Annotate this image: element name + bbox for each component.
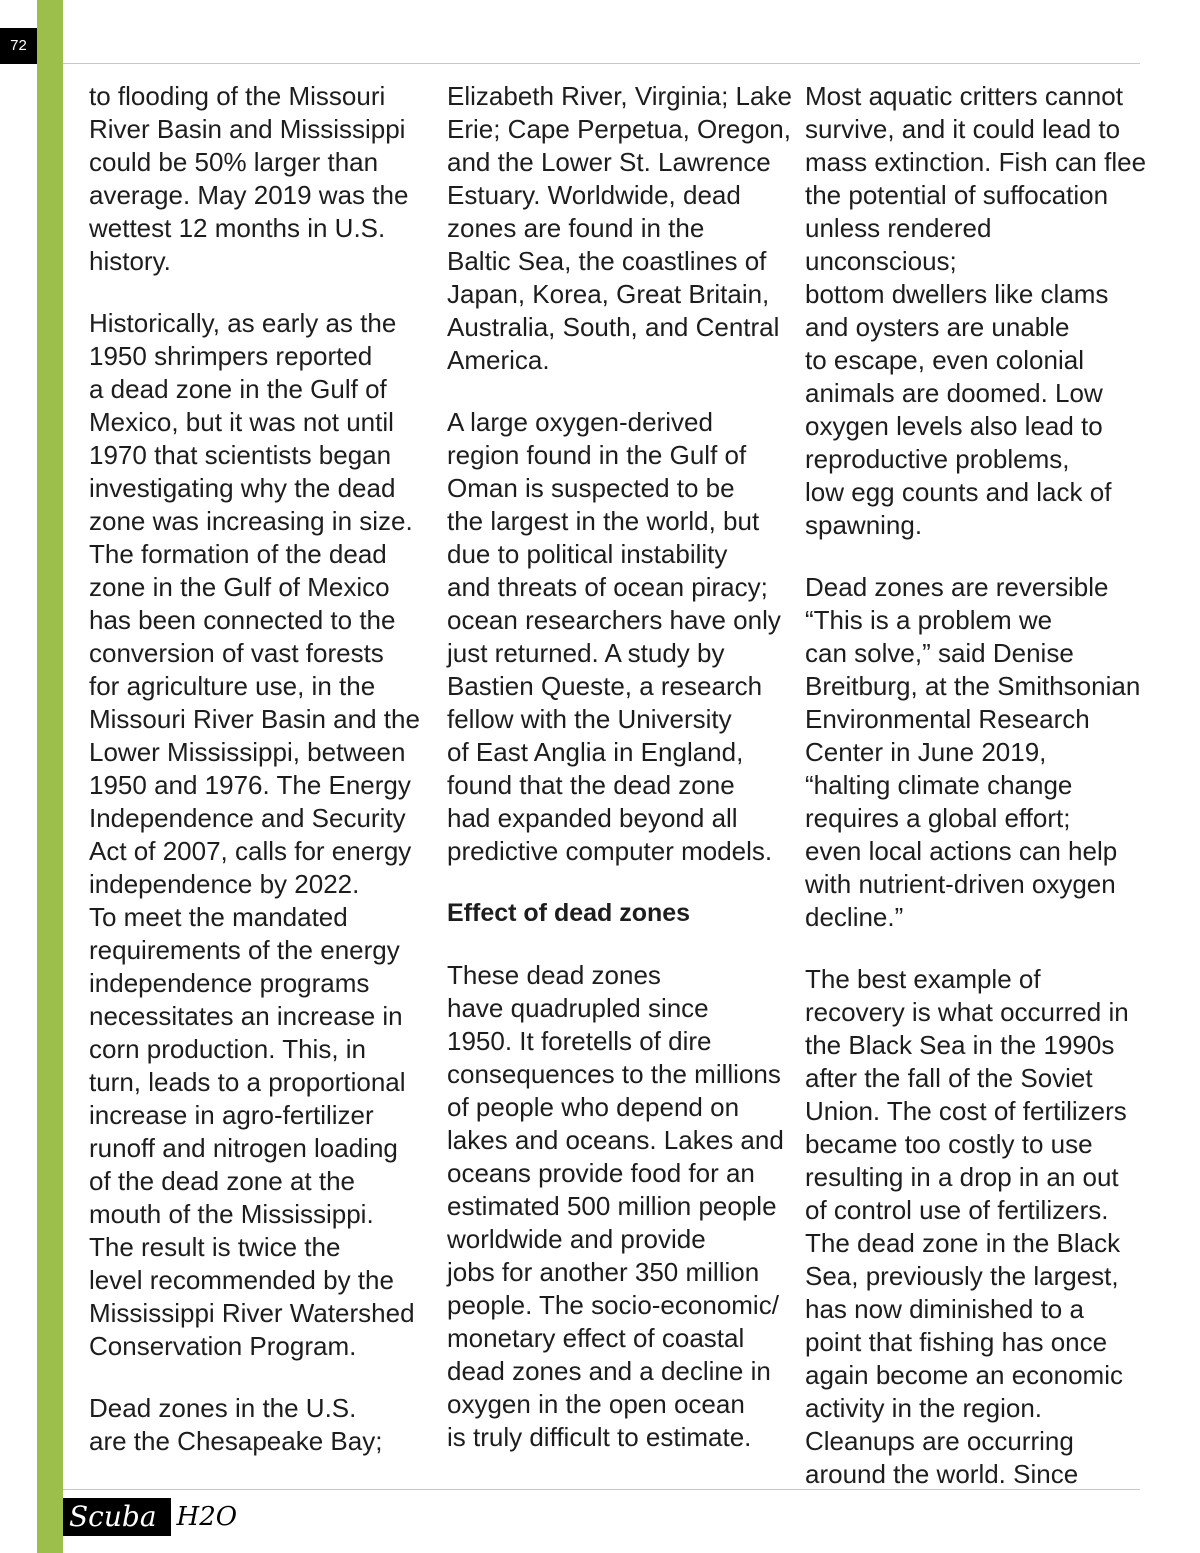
top-divider — [63, 63, 1140, 64]
col1-paragraph-2: Historically, as early as the 1950 shrimpers reported a dead zone in the Gulf of Mexico, but it was not until 1970 that scientists began investigating why the dead zone was increasing in size. The formation of the dead zone in the Gulf of Mexico has been connected to the conversion of vast forests for agriculture use, in the Missouri River Basin and the Lower Mississippi, between 1950 and 1976. The Energy Independence and Security Act of 2007, calls for energy independence by 2022. To meet the mandated requirements of the energy independence programs necessitates an increase in corn production. This, in turn, leads to a proportional increase in agro-fertilizer runoff and nitrogen loading of the dead zone at the mouth of the Mississippi. The result is twice the level recommended by the Mississippi River Watershed Conservation Program. — [89, 308, 420, 1361]
col3-paragraph-3: The best example of recovery is what occurred in the Black Sea in the 1990s after the fall of the Soviet Union. The cost of fertilizers became too costly to use resulting in a drop in an out of control use of fertilizers. The dead zone in the Black Sea, previously the largest, has now diminished to a point that fishing has once again become an economic activity in the region. Cleanups are occurring around the world. Since — [805, 964, 1129, 1489]
col3-paragraph-1: Most aquatic critters cannot survive, and it could lead to mass extinction. Fish can flee the potential of suffocation unless rendered unconscious; bottom dwellers like clams and oysters are unable to escape, even colonial animals are doomed. Low oxygen levels also lead to reproductive problems, low egg counts and lack of spawning. — [805, 81, 1147, 540]
green-side-bar — [37, 0, 63, 1553]
col1-paragraph-1: to flooding of the Missouri River Basin and Mississippi could be 50% larger than average. May 2019 was the wettest 12 months in U.S. history. — [89, 81, 409, 276]
logo-h2o-text: H2O — [176, 1502, 238, 1532]
scuba-h2o-logo — [63, 1497, 237, 1537]
col3-paragraph-2: Dead zones are reversible “This is a problem we can solve,” said Denise Breitburg, at the Smithsonian Environmental Research Center in June 2019, “halting climate change requires a global effort; even local actions can help with nutrient-driven oxygen decline.” — [805, 572, 1141, 932]
logo-scuba-text: Scuba — [63, 1498, 171, 1536]
column-1 — [89, 80, 434, 1487]
page-number: 72 — [0, 28, 37, 64]
column-2 — [447, 80, 792, 1483]
column-3 — [805, 80, 1150, 1520]
col2-paragraph-3: These dead zones have quadrupled since 1950. It foretells of dire consequences to the millions of people who depend on lakes and oceans. Lakes and oceans provide food for an estimated 500 million people worldwide and provide jobs for another 350 million people. The socio-economic/ monetary effect of coastal dead zones and a decline in oxygen in the open ocean is truly difficult to estimate. — [447, 960, 784, 1452]
col2-paragraph-1: Elizabeth River, Virginia; Lake Erie; Cape Perpetua, Oregon, and the Lower St. Lawrence Estuary. Worldwide, dead zones are found in the Baltic Sea, the coastlines of Japan, Korea, Great Britain, Australia, South, and Central America. — [447, 81, 792, 375]
section-heading: Effect of dead zones — [447, 899, 691, 927]
col2-paragraph-2: A large oxygen-derived region found in the Gulf of Oman is suspected to be the largest in the world, but due to political instability and threats of ocean piracy; ocean researchers have only just returned. A study by Bastien Queste, a research fellow with the University of East Anglia in England, found that the dead zone had expanded beyond all predictive computer models. — [447, 407, 781, 866]
bottom-divider — [63, 1489, 1140, 1490]
col1-paragraph-3: Dead zones in the U.S. are the Chesapeake Bay; — [89, 1393, 383, 1456]
